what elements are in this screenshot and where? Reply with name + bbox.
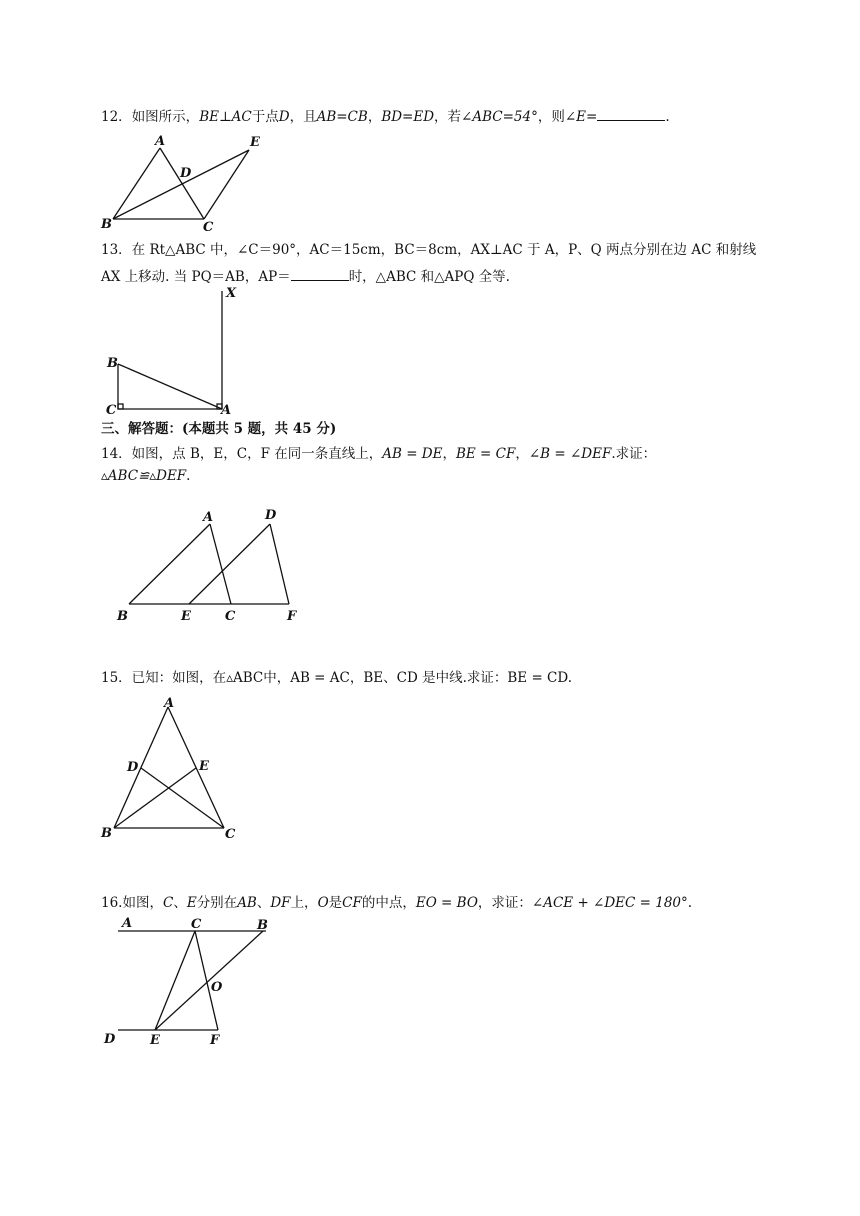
q14-label-d: D xyxy=(265,508,277,523)
q14-label-c: C xyxy=(225,609,236,624)
q13-line1: 13．在 Rt△ABC 中，∠C＝90°，AC＝15cm，BC＝8cm，AX⊥AC 于 A，P、Q 两点分别在边 AC 和射线 xyxy=(101,242,757,258)
q16-text: 16.如图，C、E分别在AB、DF上，O是CF的中点，EO = BO，求证：∠ACE + ∠DEC = 180°. xyxy=(101,895,693,911)
q15-label-a: A xyxy=(164,696,175,711)
q16-label-c: C xyxy=(191,917,202,932)
q15-label-c: C xyxy=(225,827,236,842)
q13-label-x: X xyxy=(226,286,237,301)
q16-seg-ce xyxy=(155,931,195,1030)
q16-label-f: F xyxy=(210,1033,220,1048)
q16-label-a: A xyxy=(122,916,133,931)
q12-label-d: D xyxy=(180,166,192,181)
q13-label-c: C xyxy=(106,403,117,418)
q12-number: 12． xyxy=(101,109,132,125)
q14-label-f: F xyxy=(287,609,297,624)
q12-label-c: C xyxy=(203,220,214,235)
q16-seg-eb xyxy=(155,931,263,1030)
q13-label-a: A xyxy=(221,403,232,418)
q14-label-e: E xyxy=(181,609,191,624)
q14-line2: ▵ABC≌▵DEF. xyxy=(101,468,191,484)
q15-label-d: D xyxy=(127,760,139,775)
q15-label-e: E xyxy=(199,759,209,774)
q14-label-b: B xyxy=(117,609,128,624)
q16-label-b: B xyxy=(257,918,268,933)
q14-label-a: A xyxy=(203,510,214,525)
q13-line2: AX 上移动. 当 PQ＝AB，AP＝ 时，△ABC 和△APQ 全等. xyxy=(101,266,510,287)
section-title: 三、解答题：(本题共 5 题，共 45 分) xyxy=(101,421,337,437)
q12-label-b: B xyxy=(101,217,112,232)
q14-line1: 14．如图，点 B，E，C，F 在同一条直线上，AB = DE，BE = CF，∠B = ∠DEF.求证： xyxy=(101,446,657,462)
q16-label-o: O xyxy=(211,980,223,995)
q12-label-a: A xyxy=(155,134,166,149)
q12-text: 12．如图所示，BE⊥AC于点D，且AB=CB，BD=ED，若∠ABC=54°，则∠E= . xyxy=(101,106,670,127)
q16-label-d: D xyxy=(104,1032,116,1047)
q12-label-e: E xyxy=(250,135,260,150)
q16-label-e: E xyxy=(150,1033,160,1048)
q15-text: 15．已知：如图，在▵ABC中，AB = AC，BE、CD 是中线.求证：BE = CD. xyxy=(101,670,573,686)
q15-label-b: B xyxy=(101,826,112,841)
q13-label-b: B xyxy=(107,356,118,371)
